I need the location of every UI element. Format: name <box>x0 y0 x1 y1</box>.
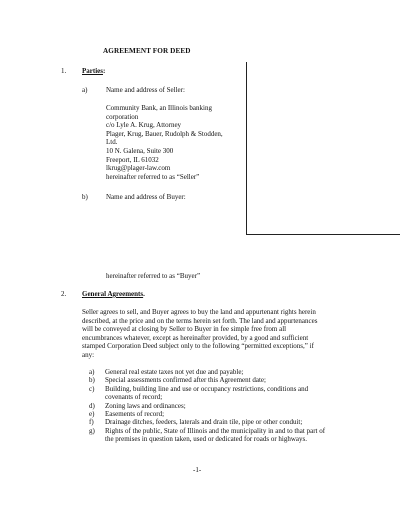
exception-text-line: the premises in question taken, used or dedicated for roads or highways. <box>105 435 307 444</box>
section-2-number: 2. <box>61 290 67 298</box>
document-title: AGREEMENT FOR DEED <box>103 47 191 55</box>
exception-text <box>105 385 308 402</box>
paragraph-line: any: <box>82 350 95 359</box>
exception-text-line: Easements of record; <box>105 409 165 418</box>
exception-text-line: Drainage ditches, feeders, laterals and drain tile, pipe or other conduit; <box>105 418 303 427</box>
paragraph-line: encumbrances whatever, except as hereinafter provided, by a good and sufficient <box>82 333 309 342</box>
seller-label: Name and address of Seller: <box>106 86 185 94</box>
seller-address-line: Ltd. <box>106 138 118 147</box>
seller-marker: a) <box>82 86 88 94</box>
exception-text-line: Rights of the public, State of Illinois and the municipality in and to that part of <box>105 426 326 435</box>
page-number: -1- <box>193 466 202 474</box>
seller-address-line: Plager, Krug, Bauer, Rudolph & Stodden, <box>106 129 223 138</box>
section-2-heading-suffix: . <box>143 290 145 298</box>
seller-address-line: Freeport, IL 61032 <box>106 155 159 164</box>
exception-marker: g) <box>89 426 95 435</box>
exception-marker: b) <box>89 376 95 385</box>
seller-address-line: Community Bank, an Illinois banking <box>106 104 212 112</box>
exception-text <box>105 402 186 410</box>
exception-text <box>105 368 243 376</box>
signature-box-vertical-line <box>246 62 247 234</box>
seller-address-line: lkrug@plager-law.com <box>106 164 171 173</box>
section-1-heading-suffix: : <box>103 67 106 75</box>
buyer-referred-as: hereinafter referred to as “Buyer” <box>106 272 201 280</box>
seller-address-block <box>106 104 223 181</box>
section-2-heading-text: General Agreements <box>82 290 144 298</box>
section-1-heading <box>82 67 105 76</box>
seller-address-line: corporation <box>106 112 139 121</box>
exception-marker: a) <box>89 368 95 376</box>
signature-box-horizontal-line <box>246 234 400 235</box>
exception-text-line: Zoning laws and ordinances; <box>105 401 186 410</box>
exception-text-line: General real estate taxes not yet due and payable; <box>105 368 244 376</box>
buyer-marker: b) <box>82 193 88 201</box>
buyer-label: Name and address of Buyer: <box>106 193 186 201</box>
exception-text-line: covenants of record; <box>105 393 163 402</box>
exception-text <box>105 418 302 426</box>
paragraph-line: Seller agrees to sell, and Buyer agrees to buy the land and appurtenant rights herein <box>82 308 316 316</box>
seller-address-line: hereinafter referred to as “Seller” <box>106 172 200 181</box>
paragraph-line: will be conveyed at closing by Seller to Buyer in fee simple free from all <box>82 325 287 334</box>
section-1-heading-text: Parties <box>82 67 103 75</box>
seller-address-line: c/o Lyle A. Krug, Attorney <box>106 121 182 130</box>
exception-marker: d) <box>89 401 95 410</box>
general-agreements-paragraph <box>82 308 361 360</box>
paragraph-line: described, at the price and on the terms herein set forth. The land and appurtenances <box>82 316 318 325</box>
exception-text-line: Special assessments confirmed after this Agreement date; <box>105 376 266 385</box>
exception-text <box>105 427 325 444</box>
seller-address-line: 10 N. Galena, Suite 300 <box>106 146 174 155</box>
paragraph-line: stamped Corporation Deed subject only to the following “permitted exceptions,” if <box>82 342 314 351</box>
exception-text-line: Building, building line and use or occupancy restrictions, conditions and <box>105 384 309 393</box>
exception-marker: e) <box>89 409 95 418</box>
exception-text <box>105 376 266 384</box>
exception-marker: c) <box>89 384 95 393</box>
exception-marker: f) <box>89 418 94 427</box>
exception-text <box>105 410 164 418</box>
section-1-number: 1. <box>61 67 67 75</box>
section-2-heading <box>82 290 145 299</box>
